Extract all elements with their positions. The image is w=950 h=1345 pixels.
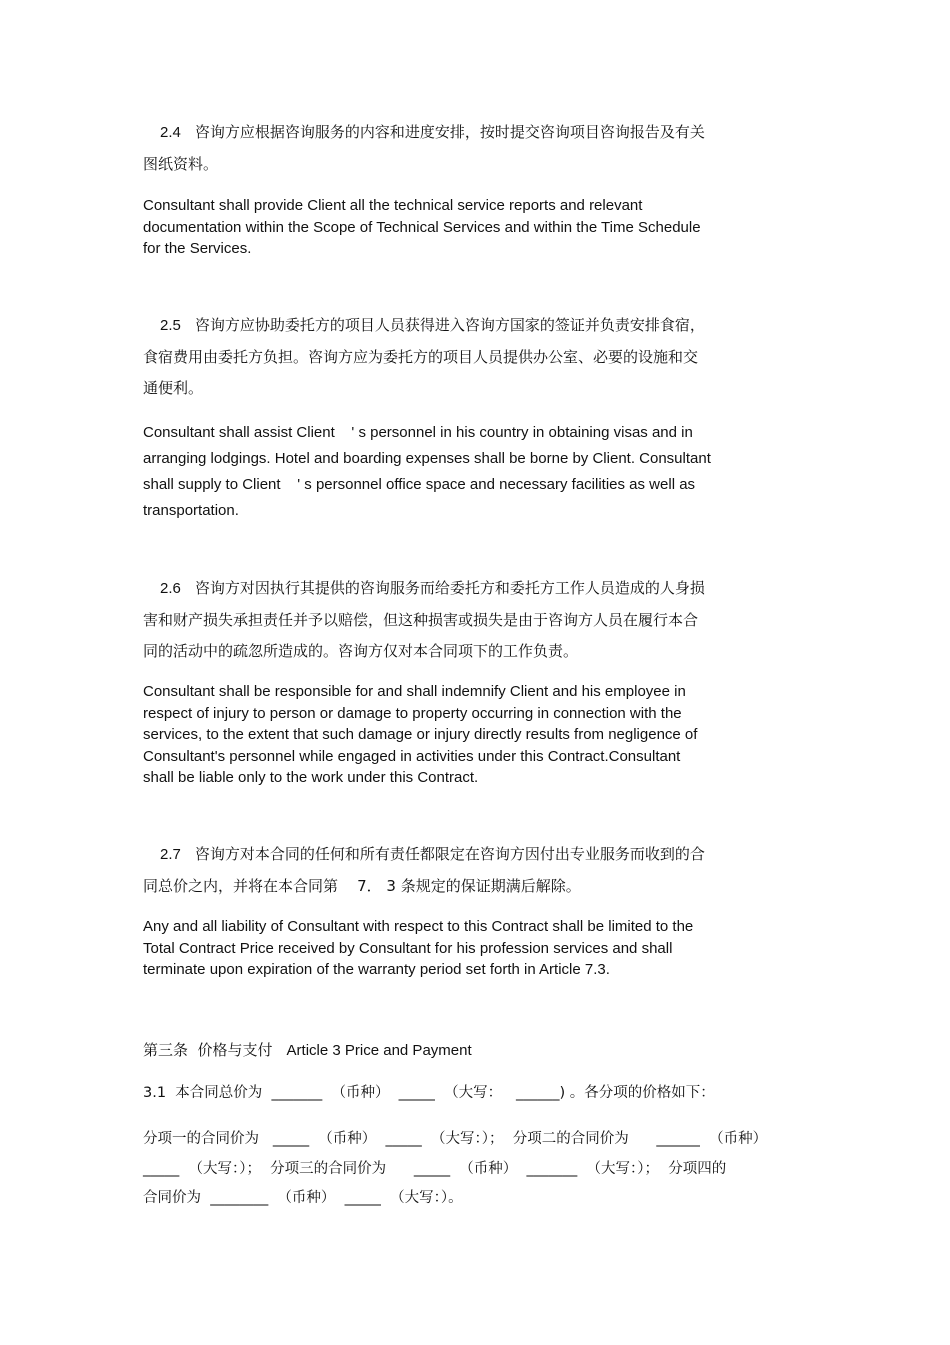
text-line: transportation. xyxy=(143,502,239,519)
text-line: Any and all liability of Consultant with respect to this Contract shall be limited to the xyxy=(143,918,694,935)
clause-2-5-chinese xyxy=(143,310,753,405)
clause-2-5-english xyxy=(143,420,763,524)
text-line: Consultant shall provide Client all the technical service reports and relevant xyxy=(143,197,643,214)
clause-2-4-english xyxy=(143,195,763,260)
sub-item-line: _____ （大写：）； 分项三的合同价为 _____ （币种） _______ （大写：）； 分项四的 xyxy=(143,1160,727,1177)
clause-number: 2.4 xyxy=(160,124,181,141)
clause-text: 咨询方应协助委托方的项目人员获得进入咨询方国家的签证并负责安排食宿， xyxy=(194,316,705,334)
article-title-chinese: 第三条 价格与支付 xyxy=(143,1041,273,1059)
clause-2-7-english xyxy=(143,916,763,981)
clause-text: 同总价之内，并将在本合同第 7． 3 条规定的保证期满后解除。 xyxy=(143,876,581,895)
sub-item-line: 合同价为 ________ （币种） _____ （大写：）。 xyxy=(143,1190,463,1206)
text-line: Consultant's personnel while engaged in activities under this Contract.Consultant xyxy=(143,747,681,765)
sub-item-prices xyxy=(143,1125,823,1214)
article-3-heading xyxy=(143,1039,472,1060)
text-line: for the Services. xyxy=(143,240,252,257)
clause-text: 咨询方应根据咨询服务的内容和进度安排，按时提交咨询项目咨询报告及有关 xyxy=(194,123,705,141)
clause-number: 2.7 xyxy=(160,846,181,863)
clause-text: 咨询方对因执行其提供的咨询服务而给委托方和委托方工作人员造成的人身损 xyxy=(194,579,705,597)
total-price-line: 3.1 本合同总价为 _______ （币种） _____ （大写： ______) 。各分项的价格如下： xyxy=(143,1085,715,1101)
text-line: respect of injury to person or damage to property occurring in connection with the xyxy=(143,704,682,722)
clause-text: 图纸资料。 xyxy=(143,154,219,173)
clause-2-6-english xyxy=(143,681,763,789)
article-title-english: Article 3 Price and Payment xyxy=(286,1042,472,1059)
sub-item-line: 分项一的合同价为 _____ （币种） _____ （大写：）； 分项二的合同价为 ______ （币种） xyxy=(143,1131,768,1147)
clause-text: 食宿费用由委托方负担。咨询方应为委托方的项目人员提供办公室、必要的设施和交 xyxy=(143,347,699,366)
text-line: Consultant shall be responsible for and shall indemnify Client and his employee in xyxy=(143,683,686,700)
text-line: shall supply to Client ' s personnel office space and necessary facilities as well as xyxy=(143,476,696,493)
text-line: terminate upon expiration of the warranty period set forth in Article 7.3. xyxy=(143,961,610,978)
text-line: Consultant shall assist Client ' s personnel in his country in obtaining visas and in xyxy=(143,424,693,441)
clause-3-1 xyxy=(143,1079,823,1109)
text-line: documentation within the Scope of Technical Services and within the Time Schedule xyxy=(143,218,701,236)
clause-text: 同的活动中的疏忽所造成的。咨询方仅对本合同项下的工作负责。 xyxy=(143,642,579,660)
clause-number: 2.5 xyxy=(160,317,181,334)
clause-2-7-chinese xyxy=(143,839,753,902)
clause-text: 害和财产损失承担责任并予以赔偿，但这种损害或损失是由于咨询方人员在履行本合 xyxy=(143,610,699,629)
text-line: Total Contract Price received by Consultant for his profession services and shall xyxy=(143,939,673,957)
clause-text: 通便利。 xyxy=(143,379,204,397)
clause-number: 2.6 xyxy=(160,580,181,597)
text-line: shall be liable only to the work under this Contract. xyxy=(143,769,479,786)
clause-2-4-chinese xyxy=(143,117,753,180)
text-line: services, to the extent that such damage or injury directly results from negligence of xyxy=(143,726,698,743)
text-line: arranging lodgings. Hotel and boarding expenses shall be borne by Client. Consultant xyxy=(143,450,711,467)
clause-text: 咨询方对本合同的任何和所有责任都限定在咨询方因付出专业服务而收到的合 xyxy=(194,845,705,863)
clause-2-6-chinese xyxy=(143,573,753,668)
